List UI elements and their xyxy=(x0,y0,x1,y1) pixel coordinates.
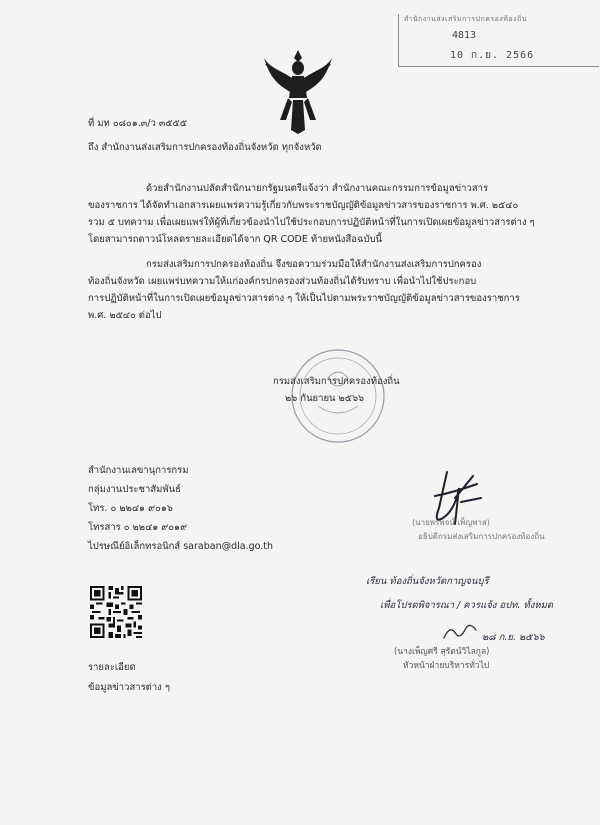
paragraph-line: โดยสามารถดาวน์โหลดรายละเอียดได้จาก QR CODE ท้ายหนังสือฉบับนี้ xyxy=(88,234,382,245)
routing-note-name: (นางเพ็ญศรี สุรัตน์วิไลกูล) xyxy=(394,647,490,657)
routing-note-to: เรียน ท้องถิ่นจังหวัดกาญจนบุรี xyxy=(366,576,489,587)
contact-office: สำนักงานเลขานุการกรม xyxy=(88,465,189,476)
qr-caption-subtitle: ข้อมูลข่าวสารต่าง ๆ xyxy=(88,682,170,693)
contact-email: ไปรษณีย์อิเล็กทรอนิกส์ saraban@dla.go.th xyxy=(88,541,274,552)
qr-code-icon[interactable] xyxy=(90,586,142,638)
paragraph-1 xyxy=(88,180,543,248)
paragraph-line: ด้วยสำนักงานปลัดสำนักนายกรัฐมนตรีแจ้งว่า สำนักงานคณะกรรมการข้อมูลข่าวสาร xyxy=(146,183,489,194)
qr-caption-title: รายละเอียด xyxy=(88,662,136,673)
receipt-stamp-number: 4813 xyxy=(452,30,477,41)
reference-number: ที่ มท ๐๘๐๑.๓/ว ๓๕๕๕ xyxy=(88,118,187,129)
paragraph-2 xyxy=(88,256,543,324)
signer-title: อธิบดีกรมส่งเสริมการปกครองท้องถิ่น xyxy=(418,532,545,541)
routing-note-title: หัวหน้าฝ่ายบริหารทั่วไป xyxy=(403,661,490,671)
signoff-department: กรมส่งเสริมการปกครองท้องถิ่น xyxy=(273,376,400,387)
routing-signature-icon xyxy=(440,620,480,644)
routing-note-instruction: เพื่อโปรดพิจารณา / ควรแจ้ง อปท. ทั้งหมด xyxy=(380,600,554,611)
paragraph-line: ของราชการ ได้จัดทำเอกสารเผยแพร่ความรู้เกี่ยวกับพระราชบัญญัติข้อมูลข่าวสารของราชการ พ.ศ. ๒๕๔๐ xyxy=(88,200,519,211)
receipt-stamp-agency: สำนักงานส่งเสริมการปกครองท้องถิ่น xyxy=(404,15,528,23)
routing-note-date: ๒๘ ก.ย. ๒๕๖๖ xyxy=(482,632,545,643)
contact-group: กลุ่มงานประชาสัมพันธ์ xyxy=(88,484,181,495)
paragraph-line: กรมส่งเสริมการปกครองท้องถิ่น จึงขอความร่วมมือให้สำนักงานส่งเสริมการปกครอง xyxy=(146,259,482,270)
paragraph-line: พ.ศ. ๒๕๔๐ ต่อไป xyxy=(88,310,162,321)
garuda-emblem-icon xyxy=(262,48,334,136)
contact-block xyxy=(88,461,273,556)
signoff-date: ๒๖ กันยายน ๒๕๖๖ xyxy=(285,393,365,404)
signer-name: (นายพรพจน์ เพ็ญพาส) xyxy=(412,518,490,527)
paragraph-line: การปฏิบัติหน้าที่ในการเปิดเผยข้อมูลข่าวสารต่าง ๆ ให้เป็นไปตามพระราชบัญญัติข้อมูลข่าวสารของราชการ xyxy=(88,293,520,304)
contact-phone: โทร. ๐ ๒๒๔๑ ๙๐๑๖ xyxy=(88,503,173,514)
addressee: ถึง สำนักงานส่งเสริมการปกครองท้องถิ่นจังหวัด ทุกจังหวัด xyxy=(88,142,322,153)
receipt-stamp-date: 10 ก.ย. 2566 xyxy=(450,50,535,61)
contact-fax: โทรสาร ๐ ๒๒๔๑ ๙๐๑๙ xyxy=(88,522,188,533)
paragraph-line: ท้องถิ่นจังหวัด เผยแพร่บทความให้แก่องค์กรปกครองส่วนท้องถิ่นได้รับทราบ เพื่อนำไปใช้ประกอบ xyxy=(88,276,477,287)
paragraph-line: รวม ๕ บทความ เพื่อเผยแพร่ให้ผู้ที่เกี่ยวข้องนำไปใช้ประกอบการปฏิบัติหน้าที่ในการเปิดเผยข้อมูลข่าวสารต่าง ๆ xyxy=(88,217,535,228)
